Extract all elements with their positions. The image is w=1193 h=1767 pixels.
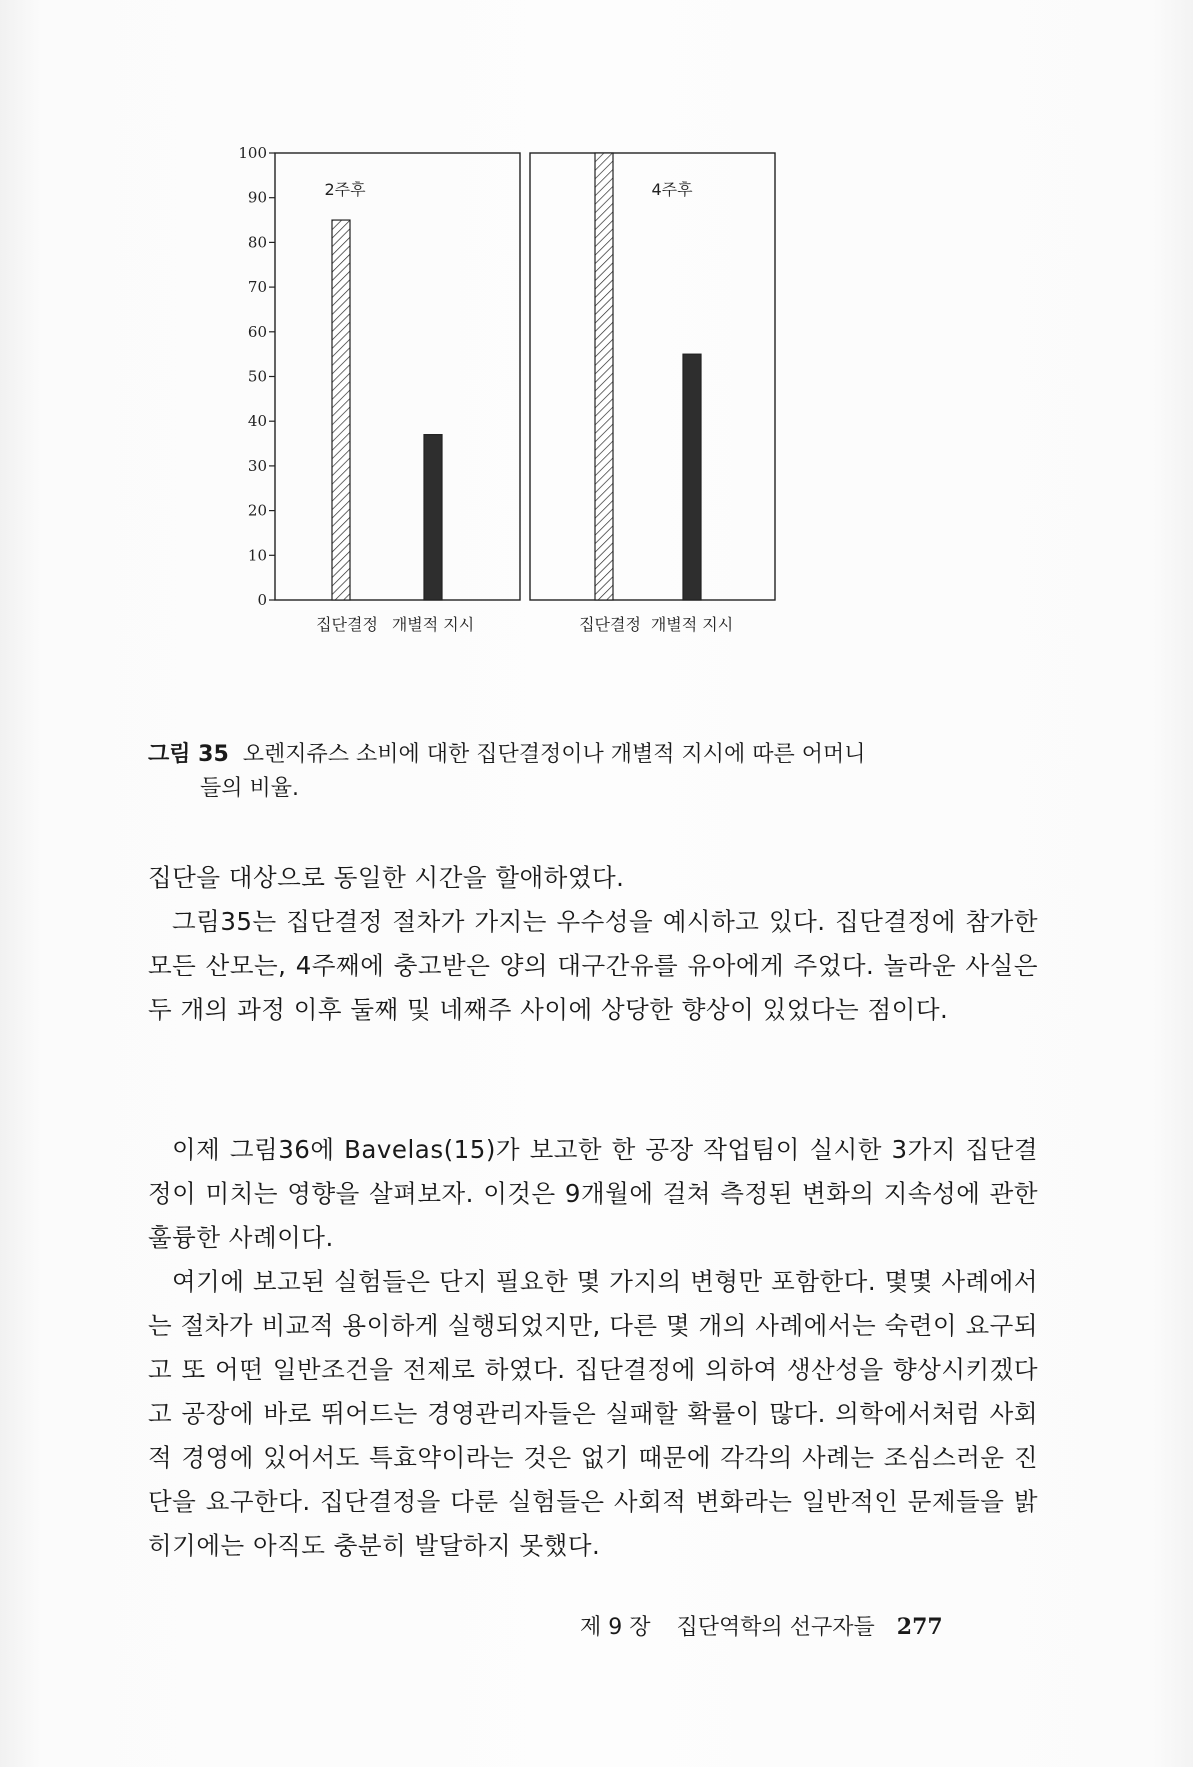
chart-panel [275,153,520,600]
page-number: 277 [896,1614,943,1640]
footer-chapter: 제 9 장 [580,1615,651,1640]
page-footer [580,1610,1000,1641]
y-tick-label: 10 [247,546,267,565]
category-label: 개별적 지시 [650,615,734,634]
figure-caption [148,738,1038,806]
bar-chart-figure [238,144,890,730]
y-tick-label: 0 [257,591,267,609]
body-text-block-2 [148,1128,1038,1568]
category-label: 집단결정 [579,615,641,634]
paragraph: 여기에 보고된 실험들은 단지 필요한 몇 가지의 변형만 포함한다. 몇몇 사례에서는 절차가 비교적 용이하게 실행되었지만, 다른 몇 개의 사례에서는 숙련이 요구되고 또 어떤 일반조건을 전제로 하였다. 집단결정에 의하여 생산성을 향상시키겠다고 공장에 바로 뛰어드는 경영관리자들은 실패할 확률이 많다. 의학에서처럼 사회적 경영에 있어서도 특효약이라는 것은 없기 때문에 각각의 사례는 조심스러운 진단을 요구한다. 집단결정을 다룬 실험들은 사회적 변화라는 일반적인 문제들을 밝히기에는 아직도 충분히 발달하지 못했다. [148,1267,1038,1560]
y-tick-label: 80 [247,233,267,252]
caption-line-2: 들의 비율. [200,776,299,801]
bar-individual-instruction [683,354,701,600]
y-tick-label: 100 [238,144,267,162]
y-tick-label: 30 [247,456,267,475]
y-tick-label: 70 [247,278,267,297]
y-tick-label: 40 [247,412,267,431]
paragraph: 그림35는 집단결정 절차가 가지는 우수성을 예시하고 있다. 집단결정에 참가한 모든 산모는, 4주째에 충고받은 양의 대구간유를 유아에게 주었다. 놀라운 사실은 두 개의 과정 이후 둘째 및 네째주 사이에 상당한 향상이 있었다는 점이다. [148,907,1038,1024]
y-tick-label: 20 [247,501,267,520]
caption-number: 그림 35 [148,742,229,767]
chart-panel [530,153,775,600]
y-tick-label: 50 [247,367,267,386]
panel-label: 4주후 [651,180,693,199]
footer-section-title: 집단역학의 선구자들 [676,1615,875,1640]
body-text-block-1 [148,856,1038,1032]
panel-label: 2주후 [324,180,366,199]
category-label: 개별적 지시 [391,615,475,634]
paragraph: 이제 그림36에 Bavelas(15)가 보고한 한 공장 작업팀이 실시한 3가지 집단결정이 미치는 영향을 살펴보자. 이것은 9개월에 걸쳐 측정된 변화의 지속성에 관한 훌륭한 사례이다. [148,1135,1038,1252]
caption-line-1: 오렌지쥬스 소비에 대한 집단결정이나 개별적 지시에 따른 어머니 [242,742,866,767]
bar-chart-svg [238,144,890,730]
bar-group-decision [332,220,350,600]
bar-group-decision [595,153,613,600]
paragraph: 집단을 대상으로 동일한 시간을 할애하였다. [148,863,625,892]
y-tick-label: 60 [247,322,267,341]
bar-individual-instruction [424,435,442,600]
category-label: 집단결정 [316,615,378,634]
y-tick-label: 90 [247,188,267,207]
